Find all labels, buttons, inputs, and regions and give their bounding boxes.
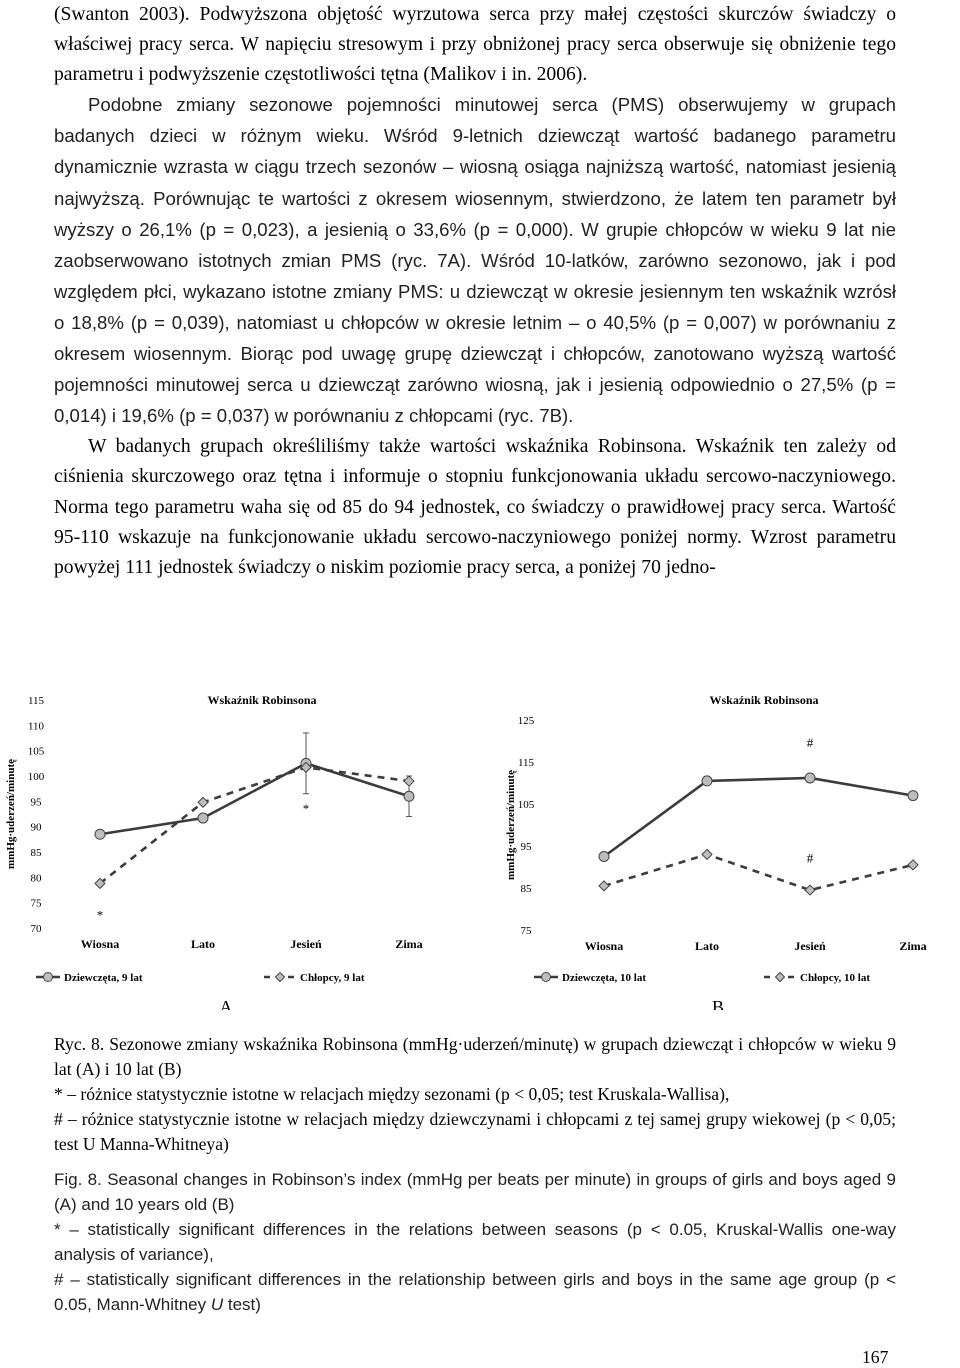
x-tick-label-p1: Wiosna <box>584 939 624 953</box>
data-point-boys-p1 <box>599 881 609 891</box>
series-line-boys-p1 <box>604 854 913 890</box>
figure-caption <box>54 1032 896 1317</box>
legend-label-girls-p1: Dziewczęta, 10 lat <box>562 972 646 984</box>
panel-label-p0: A <box>219 997 233 1010</box>
y-axis-label-p1: mmHg·uderzeń/minutę <box>505 770 517 880</box>
y-tick-label-p1: 125 <box>517 715 535 727</box>
data-point-girls-p0 <box>95 829 105 839</box>
y-tick-label-p0: 85 <box>30 847 42 859</box>
y-tick-label-p1: 115 <box>517 757 535 769</box>
chart-title-p0: Wskaźnik Robinsona <box>207 693 317 707</box>
legend-label-boys-p1: Chłopcy, 10 lat <box>800 972 870 984</box>
y-tick-label-p0: 90 <box>30 821 42 834</box>
data-point-girls-p0 <box>198 813 208 823</box>
legend-label-boys-p0: Chłopcy, 9 lat <box>300 972 365 984</box>
data-point-girls-p1 <box>599 852 609 862</box>
chart-title-p1: Wskaźnik Robinsona <box>709 693 819 707</box>
caption-pl-note1: * – różnice statystycznie istotne w relacjach między sezonami (p < 0,05; test Kruskala-Wallisa), <box>54 1084 730 1104</box>
data-point-girls-p1 <box>702 776 712 786</box>
paragraph-2-sans: Podobne zmiany sezonowe pojemności minutowej serca (PMS) obserwujemy w grupach badanych dzieci w różnym wieku. <box>54 94 896 147</box>
x-tick-label-p1: Jesień <box>794 939 826 953</box>
data-point-boys-p1 <box>805 885 815 895</box>
legend-marker-girls-p1 <box>542 973 551 982</box>
data-point-boys-p1 <box>702 849 712 859</box>
paragraph-1: (Swanton 2003). Podwyższona objętość wyrzutowa serca przy małej częstości skurczów świadczy o właściwej pracy serca. W napięciu stresowym i przy obniżonej pracy serca obserwuje się obniżenie tego parametru i podwyższenie częstotliwości tętna (Malikov i in. 2006). <box>54 4 896 86</box>
significance-mark-p1: # <box>806 735 814 751</box>
y-tick-label-p0: 80 <box>30 872 42 885</box>
data-point-girls-p1 <box>805 773 815 783</box>
y-tick-label-p1: 75 <box>520 925 532 937</box>
legend-marker-girls-p0 <box>44 973 53 982</box>
significance-mark-p0: * <box>96 907 104 923</box>
y-tick-label-p0: 105 <box>27 745 45 758</box>
figure-8 <box>0 680 960 1010</box>
series-line-girls-p0 <box>100 763 409 834</box>
y-tick-label-p0: 110 <box>27 720 45 733</box>
x-tick-label-p0: Wiosna <box>80 937 120 951</box>
y-tick-label-p0: 95 <box>30 796 42 809</box>
paragraph-2 <box>54 90 896 432</box>
caption-pl-note2: # – różnice statystycznie istotne w relacjach między dziewczynami i chłopcami z tej samej grupy wiekowej (p < 0,05; test U Manna-Whitneya) <box>54 1109 896 1154</box>
data-point-boys-p0 <box>198 797 208 807</box>
caption-en-note2 <box>54 1267 896 1317</box>
page-number: 167 <box>862 1347 889 1367</box>
panel-label-p1: B <box>711 997 725 1010</box>
caption-en-note2-italic: U <box>210 1295 224 1314</box>
caption-en-note1: * – statistically significant differences in the relations between seasons (p < 0.05, Kruskal-Wallis one-way analysis of variance), <box>54 1220 896 1264</box>
caption-en-title: Fig. 8. Seasonal changes in Robinson’s index (mmHg per beats per minute) in groups of girls and boys aged 9 (A) and 10 years old (B) <box>54 1170 896 1214</box>
x-tick-label-p0: Zima <box>395 937 423 951</box>
y-tick-label-p1: 105 <box>517 799 535 811</box>
legend-label-girls-p0: Dziewczęta, 9 lat <box>64 972 143 984</box>
y-tick-label-p0: 70 <box>30 923 42 935</box>
data-point-boys-p0 <box>404 776 414 786</box>
caption-pl-title: Ryc. 8. Sezonowe zmiany wskaźnika Robinsona (mmHg·uderzeń/minutę) w grupach dziewcząt i chłopców w wieku 9 lat (A) i 10 lat (B) <box>54 1034 896 1079</box>
y-tick-label-p0: 115 <box>27 695 45 707</box>
paragraph-2-cont: Wśród 9-letnich dziewcząt wartość badanego parametru dynamicznie wzrasta w ciągu trzech sezonów – wiosną osiąga najniższą wartość, natomiast jesienią najwyższą. Porównując te wartości z okresem wiosennym, stwierdzono, że latem ten parametr był wyższy o 26,1% (p = 0,023), a jesienią o 33,6% (p = 0,000). W grupie chłopców w wieku 9 lat nie zaobserwowano istotnych zmian PMS (ryc. 7A). Wśród 10-latków, zarówno sezonowo, jak i pod względem płci, wykazano istotne zmiany PMS: u dziewcząt w okresie jesiennym ten wskaźnik wzrósł o 18,8% (p = 0,039), natomiast u chłopców w okresie letnim – o 40,5% (p = 0,007) w porównaniu z okresem wiosennym. Biorąc pod uwagę grupę dziewcząt i chłopców, zanotowano wyższą wartość pojemności minutowej serca u dziewcząt zarówno wiosną, jak i jesienią odpowiednio o 27,5% (p = 0,014) i 19,6% (p = 0,037) w porównaniu z chłopcami (ryc. 7B). <box>54 125 896 427</box>
x-tick-label-p1: Lato <box>695 939 719 953</box>
significance-mark-p0: * <box>302 800 310 816</box>
y-tick-label-p1: 85 <box>520 883 532 895</box>
legend-marker-boys-p0 <box>276 973 285 982</box>
figure-8-svg <box>0 680 960 1010</box>
y-tick-label-p0: 75 <box>30 897 42 910</box>
significance-mark-p1: # <box>806 850 814 866</box>
data-point-boys-p1 <box>908 860 918 870</box>
y-tick-label-p0: 100 <box>27 771 45 783</box>
data-point-girls-p1 <box>908 791 918 801</box>
body-text <box>54 0 896 583</box>
caption-en-note2-b: test) <box>223 1295 261 1314</box>
legend-marker-boys-p1 <box>776 973 785 982</box>
paragraph-3: W badanych grupach określiliśmy także wartości wskaźnika Robinsona. Wskaźnik ten zależy od ciśnienia skurczowego oraz tętna i informuje o stopniu funkcjonowania układu sercowo-naczyniowego. Norma tego parametru waha się od 85 do 94 jednostek, co świadczy o prawidłowej pracy serca. Wartość 95-110 wskazuje na funkcjonowanie układu sercowo-naczyniowego poniżej normy. Wzrost parametru powyżej 111 jednostek świadczy o niskim poziomie pracy serca, a poniżej 70 jedno- <box>54 436 896 578</box>
x-tick-label-p1: Zima <box>899 939 927 953</box>
x-tick-label-p0: Jesień <box>290 937 322 951</box>
y-axis-label-p0: mmHg·uderzeń/minutę <box>5 759 17 869</box>
x-tick-label-p0: Lato <box>191 937 215 951</box>
series-line-boys-p0 <box>100 767 409 883</box>
data-point-girls-p0 <box>404 791 414 801</box>
y-tick-label-p1: 95 <box>520 841 532 853</box>
series-line-girls-p1 <box>604 778 913 857</box>
caption-en-note2-a: # – statistically significant differences in the relationship between girls and boys in the same age group (p < 0.05, Mann-Whitney <box>54 1270 896 1314</box>
